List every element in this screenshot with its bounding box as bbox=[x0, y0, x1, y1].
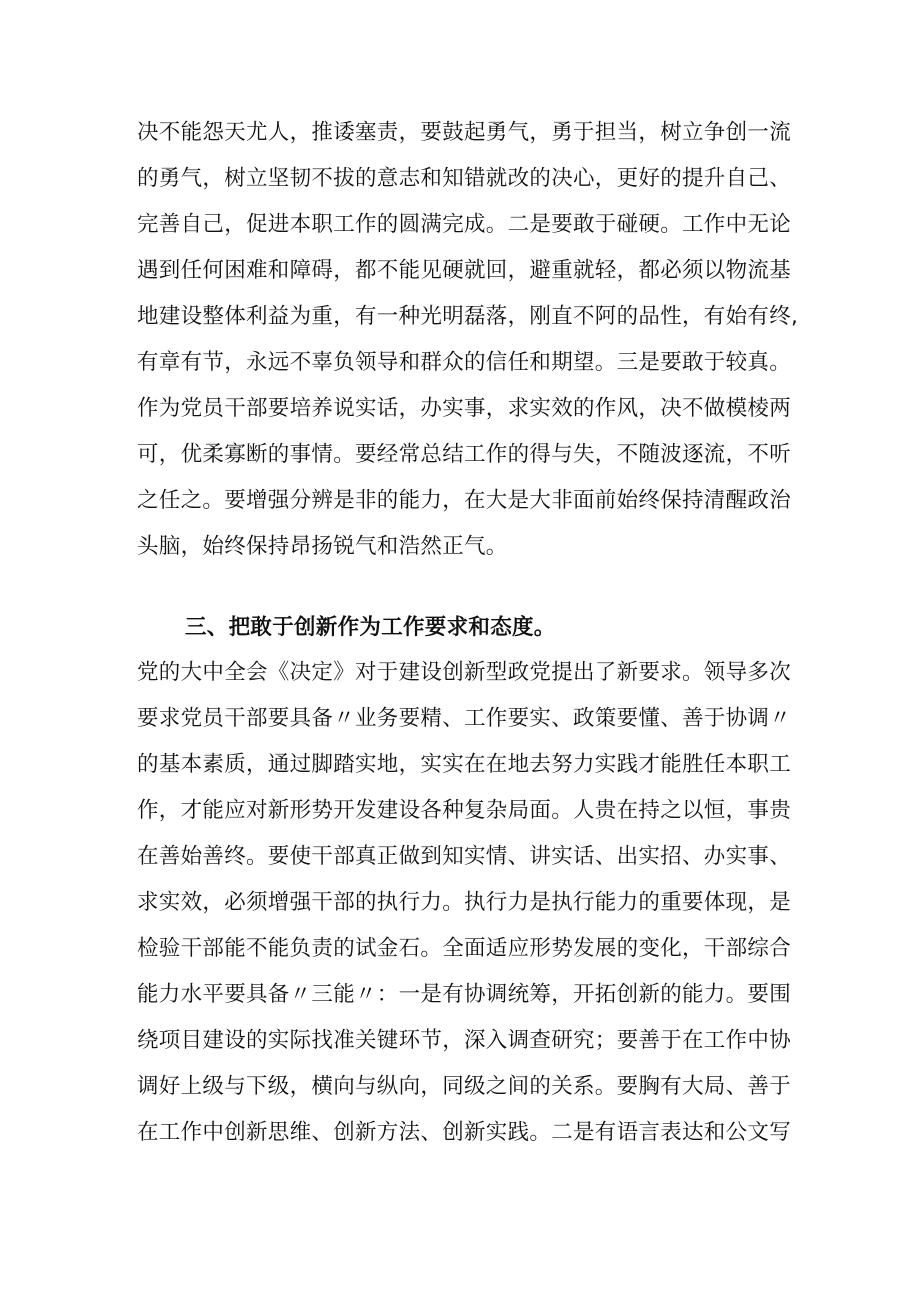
paragraph-2-line: 在工作中创新思维、创新方法、创新实践。二是有语言表达和公文写 bbox=[137, 1120, 792, 1145]
paragraph-2-line: 求实效，必须增强干部的执行力。执行力是执行能力的重要体现，是 bbox=[137, 890, 792, 915]
paragraph-2-line: 能力水平要具备〃三能〃：一是有协调统筹，开拓创新的能力。要围 bbox=[137, 982, 792, 1007]
paragraph-2-line: 要求党员干部要具备〃业务要精、工作要实、政策要懂、善于协调〃 bbox=[137, 706, 792, 731]
paragraph-2-line: 在善始善终。要使干部真正做到知实情、讲实话、出实招、办实事、 bbox=[137, 844, 792, 869]
paragraph-2-line: 检验干部能不能负责的试金石。全面适应形势发展的变化，干部综合 bbox=[137, 936, 792, 961]
paragraph-1-line: 有章有节，永远不辜负领导和群众的信任和期望。三是要敢于较真。 bbox=[137, 350, 792, 375]
paragraph-1-line: 决不能怨天尤人，推诿塞责，要鼓起勇气，勇于担当，树立争创一流 bbox=[137, 120, 792, 145]
paragraph-2-line: 的基本素质，通过脚踏实地，实实在在地去努力实践才能胜任本职工 bbox=[137, 752, 792, 777]
paragraph-1-line: 完善自己，促进本职工作的圆满完成。二是要敢于碰硬。工作中无论 bbox=[137, 212, 792, 237]
paragraph-1-line: 头脑，始终保持昂扬锐气和浩然正气。 bbox=[137, 534, 508, 559]
paragraph-1-line: 可，优柔寡断的事情。要经常总结工作的得与失，不随波逐流，不听 bbox=[137, 442, 792, 467]
paragraph-1-line: 地建设整体利益为重，有一种光明磊落，刚直不阿的品性，有始有终, bbox=[137, 304, 799, 329]
paragraph-2-line: 作，才能应对新形势开发建设各种复杂局面。人贵在持之以恒，事贵 bbox=[137, 798, 792, 823]
paragraph-1-line: 之任之。要增强分辨是非的能力，在大是大非面前始终保持清醒政治 bbox=[137, 488, 792, 513]
paragraph-1-line: 的勇气，树立坚韧不拔的意志和知错就改的决心，更好的提升自己、 bbox=[137, 166, 792, 191]
paragraph-2-line: 调好上级与下级，横向与纵向，同级之间的关系。要胸有大局、善于 bbox=[137, 1074, 792, 1099]
paragraph-2-line: 绕项目建设的实际找准关键环节，深入调查研究；要善于在工作中协 bbox=[137, 1028, 792, 1053]
paragraph-1-line: 作为党员干部要培养说实话，办实事，求实效的作风，决不做模棱两 bbox=[137, 396, 792, 421]
paragraph-1-line: 遇到任何困难和障碍，都不能见硬就回，避重就轻，都必须以物流基 bbox=[137, 258, 792, 283]
paragraph-2-line: 党的大中全会《决定》对于建设创新型政党提出了新要求。领导多次 bbox=[137, 660, 792, 685]
paragraph-1 bbox=[137, 110, 797, 570]
paragraph-2 bbox=[137, 650, 797, 1156]
section-heading: 三、把敢于创新作为工作要求和态度。 bbox=[185, 615, 556, 640]
